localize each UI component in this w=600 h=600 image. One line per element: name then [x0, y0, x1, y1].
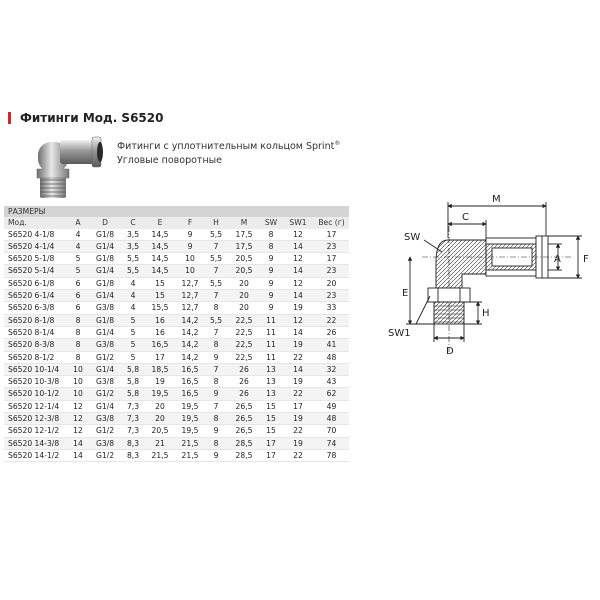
table-cell: 78 — [314, 449, 349, 461]
table-cell: 16,5 — [144, 339, 176, 351]
column-header: Мод. — [4, 217, 68, 228]
table-cell: 17 — [260, 437, 282, 449]
dim-label-f: F — [583, 254, 589, 265]
table-cell: S6520 5-1/8 — [4, 253, 68, 265]
table-row — [4, 351, 349, 363]
table-cell: G1/4 — [88, 290, 122, 302]
table-cell: 11 — [260, 314, 282, 326]
table-cell: 20 — [144, 413, 176, 425]
table-cell: 4 — [68, 229, 88, 241]
table-cell: 10 — [176, 265, 204, 277]
table-row — [4, 400, 349, 412]
table-cell: S6520 4-1/4 — [4, 240, 68, 252]
table-cell: 8 — [204, 413, 228, 425]
table-cell: 22,5 — [228, 351, 260, 363]
table-row — [4, 363, 349, 375]
column-header: SW1 — [282, 217, 314, 228]
table-cell: S6520 6-3/8 — [4, 302, 68, 314]
table-cell: 17 — [314, 229, 349, 241]
table-cell: 20 — [228, 277, 260, 289]
table-cell: 16,5 — [176, 376, 204, 388]
table-row — [4, 277, 349, 289]
column-header: SW — [260, 217, 282, 228]
table-cell: 28,5 — [228, 449, 260, 461]
table-cell: 5,8 — [122, 376, 144, 388]
table-cell: 26,5 — [228, 425, 260, 437]
table-cell: 5 — [122, 314, 144, 326]
table-cell: 19,5 — [144, 388, 176, 400]
column-header: M — [228, 217, 260, 228]
table-cell: 13 — [260, 363, 282, 375]
table-cell: 12,7 — [176, 277, 204, 289]
table-cell: G1/4 — [88, 363, 122, 375]
description-line-1: Фитинги с уплотнительным кольцом Sprint® — [117, 140, 341, 153]
table-row — [4, 449, 349, 461]
table-cell: G1/2 — [88, 351, 122, 363]
table-cell: 18,5 — [144, 363, 176, 375]
table-cell: 6 — [68, 277, 88, 289]
table-cell: 14,5 — [144, 229, 176, 241]
page-header — [8, 110, 408, 126]
column-header: A — [68, 217, 88, 228]
table-cell: G1/2 — [88, 425, 122, 437]
table-cell: 16,5 — [176, 363, 204, 375]
table-cell: G3/8 — [88, 376, 122, 388]
table-cell: 21,5 — [144, 449, 176, 461]
table-cell: 4 — [68, 240, 88, 252]
table-cell: 14,2 — [176, 351, 204, 363]
table-cell: 5,5 — [204, 253, 228, 265]
table-cell: 22 — [282, 351, 314, 363]
table-cell: S6520 12-1/2 — [4, 425, 68, 437]
table-row — [4, 376, 349, 388]
table-cell: 22,5 — [228, 314, 260, 326]
table-cell: 23 — [314, 290, 349, 302]
table-cell: G1/8 — [88, 229, 122, 241]
table-cell: 4 — [122, 290, 144, 302]
description-line-2: Угловые поворотные — [117, 155, 222, 167]
table-cell: 20,5 — [228, 265, 260, 277]
table-cell: 14 — [68, 437, 88, 449]
table-cell: 6 — [68, 302, 88, 314]
table-cell: 32 — [314, 363, 349, 375]
table-cell: 26 — [228, 363, 260, 375]
dim-label-m: M — [492, 194, 501, 205]
table-cell: 8 — [68, 326, 88, 338]
table-cell: S6520 12-1/4 — [4, 400, 68, 412]
table-row — [4, 265, 349, 277]
table-cell: G1/2 — [88, 449, 122, 461]
table-header-row — [4, 217, 349, 228]
table-cell: 15 — [144, 277, 176, 289]
table-cell: G1/2 — [88, 388, 122, 400]
table-cell: 8 — [260, 240, 282, 252]
table-cell: 16 — [144, 314, 176, 326]
table-cell: 11 — [260, 339, 282, 351]
table-cell: 8 — [260, 229, 282, 241]
table-cell: G1/4 — [88, 240, 122, 252]
table-cell: S6520 8-1/4 — [4, 326, 68, 338]
table-cell: 4 — [122, 277, 144, 289]
dim-label-d: D — [446, 346, 454, 357]
table-cell: 14,2 — [176, 339, 204, 351]
table-cell: 7 — [204, 240, 228, 252]
column-header: Вес (г) — [314, 217, 349, 228]
table-cell: 16,5 — [176, 388, 204, 400]
table-cell: G1/8 — [88, 253, 122, 265]
table-cell: 33 — [314, 302, 349, 314]
table-cell: S6520 12-3/8 — [4, 413, 68, 425]
table-cell: 8 — [68, 339, 88, 351]
table-cell: 14,2 — [176, 326, 204, 338]
table-cell: 7,3 — [122, 400, 144, 412]
table-cell: 7 — [204, 400, 228, 412]
table-cell: S6520 10-1/4 — [4, 363, 68, 375]
table-cell: 3,5 — [122, 240, 144, 252]
column-header: H — [204, 217, 228, 228]
table-cell: 22,5 — [228, 339, 260, 351]
table-cell: G3/8 — [88, 302, 122, 314]
table-cell: 5,5 — [204, 229, 228, 241]
table-cell: 9 — [260, 277, 282, 289]
table-cell: 19,5 — [176, 425, 204, 437]
table-cell: 19,5 — [176, 413, 204, 425]
table-cell: 10 — [176, 253, 204, 265]
table-cell: 15 — [260, 413, 282, 425]
table-section-row — [4, 206, 349, 217]
table-cell: 22 — [282, 388, 314, 400]
table-cell: 12 — [68, 425, 88, 437]
table-cell: 21 — [144, 437, 176, 449]
table-cell: 4 — [122, 302, 144, 314]
table-cell: 23 — [314, 240, 349, 252]
table-cell: 22 — [282, 425, 314, 437]
table-cell: 12,7 — [176, 290, 204, 302]
table-cell: 20 — [144, 400, 176, 412]
table-cell: 6 — [68, 290, 88, 302]
table-cell: 14,5 — [144, 253, 176, 265]
table-cell: 26 — [228, 376, 260, 388]
table-cell: G3/8 — [88, 437, 122, 449]
table-cell: G3/8 — [88, 413, 122, 425]
table-body — [4, 229, 349, 462]
table-cell: 22,5 — [228, 326, 260, 338]
table-cell: 12 — [68, 400, 88, 412]
table-cell: 9 — [260, 302, 282, 314]
table-cell: 49 — [314, 400, 349, 412]
table-cell: 8 — [204, 437, 228, 449]
table-cell: S6520 4-1/8 — [4, 229, 68, 241]
table-cell: 12 — [282, 277, 314, 289]
table-cell: G3/8 — [88, 339, 122, 351]
dim-label-c: C — [462, 212, 469, 223]
table-row — [4, 229, 349, 241]
table-row — [4, 425, 349, 437]
table-cell: 9 — [204, 351, 228, 363]
table-cell: 8 — [68, 351, 88, 363]
table-cell: 48 — [314, 351, 349, 363]
dimensions-table — [4, 206, 349, 462]
table-cell: 7 — [204, 265, 228, 277]
table-cell: S6520 8-1/2 — [4, 351, 68, 363]
column-header: E — [144, 217, 176, 228]
dim-label-sw1: SW1 — [388, 328, 411, 339]
table-row — [4, 314, 349, 326]
table-cell: 17 — [282, 400, 314, 412]
table-cell: 16 — [144, 326, 176, 338]
table-row — [4, 326, 349, 338]
table-row — [4, 388, 349, 400]
table-cell: S6520 8-1/8 — [4, 314, 68, 326]
table-cell: 17 — [260, 449, 282, 461]
table-cell: 19 — [282, 376, 314, 388]
table-cell: 13 — [260, 388, 282, 400]
table-cell: 20 — [228, 302, 260, 314]
table-cell: 8 — [204, 339, 228, 351]
table-cell: 13 — [260, 376, 282, 388]
table-cell: 12 — [68, 413, 88, 425]
table-cell: 10 — [68, 388, 88, 400]
table-row — [4, 302, 349, 314]
table-cell: 14,5 — [144, 240, 176, 252]
column-header: F — [176, 217, 204, 228]
table-row — [4, 290, 349, 302]
table-cell: 8 — [204, 376, 228, 388]
accent-bar — [8, 112, 11, 124]
table-cell: G1/4 — [88, 265, 122, 277]
table-cell: 15 — [260, 425, 282, 437]
column-header: D — [88, 217, 122, 228]
table-cell: 14 — [282, 363, 314, 375]
table-cell: 17,5 — [228, 229, 260, 241]
table-row — [4, 339, 349, 351]
table-cell: S6520 8-3/8 — [4, 339, 68, 351]
table-cell: 19,5 — [176, 400, 204, 412]
table-cell: 20 — [314, 277, 349, 289]
table-row — [4, 413, 349, 425]
dim-label-h: H — [482, 308, 490, 319]
table-cell: 12 — [282, 229, 314, 241]
table-cell: 15 — [144, 290, 176, 302]
table-cell: 19 — [282, 302, 314, 314]
table-cell: 14,5 — [144, 265, 176, 277]
table-cell: 7 — [204, 326, 228, 338]
table-cell: S6520 6-1/4 — [4, 290, 68, 302]
table-cell: G1/8 — [88, 314, 122, 326]
table-cell: 9 — [260, 253, 282, 265]
table-cell: 5,5 — [204, 314, 228, 326]
table-cell: 14 — [282, 326, 314, 338]
table-cell: 74 — [314, 437, 349, 449]
table-cell: 7 — [204, 290, 228, 302]
table-cell: 41 — [314, 339, 349, 351]
table-cell: 8,3 — [122, 449, 144, 461]
table-cell: 19 — [144, 376, 176, 388]
technical-drawing — [382, 192, 588, 364]
table-cell: 26,5 — [228, 400, 260, 412]
table-cell: 14 — [282, 240, 314, 252]
table-cell: S6520 6-1/8 — [4, 277, 68, 289]
table-cell: 26,5 — [228, 413, 260, 425]
table-cell: 17 — [314, 253, 349, 265]
dim-label-e: E — [402, 288, 409, 299]
table-cell: 11 — [260, 351, 282, 363]
table-cell: 19 — [282, 339, 314, 351]
table-cell: 20,5 — [144, 425, 176, 437]
table-cell: 9 — [260, 265, 282, 277]
table-cell: 14 — [282, 290, 314, 302]
table-row — [4, 437, 349, 449]
table-cell: 15,5 — [144, 302, 176, 314]
table-cell: 20,5 — [228, 253, 260, 265]
table-cell: S6520 10-1/2 — [4, 388, 68, 400]
table-cell: 14,2 — [176, 314, 204, 326]
table-cell: 5,8 — [122, 363, 144, 375]
page-title: Фитинги Мод. S6520 — [20, 111, 164, 125]
table-cell: 5 — [122, 326, 144, 338]
table-cell: 14 — [282, 265, 314, 277]
table-cell: 10 — [68, 363, 88, 375]
table-cell: 21,5 — [176, 449, 204, 461]
table-cell: 43 — [314, 376, 349, 388]
table-cell: 12,7 — [176, 302, 204, 314]
column-header: C — [122, 217, 144, 228]
table-cell: 19 — [282, 437, 314, 449]
dim-label-a: A — [554, 254, 561, 265]
table-cell: 9 — [204, 449, 228, 461]
fitting-photo — [20, 132, 110, 202]
table-cell: 5 — [122, 339, 144, 351]
table-cell: 26 — [314, 326, 349, 338]
table-cell: 17 — [144, 351, 176, 363]
table-cell: 11 — [260, 326, 282, 338]
table-row — [4, 253, 349, 265]
table-cell: 5,5 — [204, 277, 228, 289]
table-cell: 12 — [282, 314, 314, 326]
table-cell: 26 — [228, 388, 260, 400]
table-cell: 8 — [68, 314, 88, 326]
table-cell: 28,5 — [228, 437, 260, 449]
table-cell: 5,5 — [122, 253, 144, 265]
table-cell: 22 — [282, 449, 314, 461]
table-cell: 9 — [176, 240, 204, 252]
table-cell: 7,3 — [122, 425, 144, 437]
table-cell: S6520 5-1/4 — [4, 265, 68, 277]
table-cell: 5 — [68, 265, 88, 277]
table-cell: S6520 14-3/8 — [4, 437, 68, 449]
table-cell: 19 — [282, 413, 314, 425]
table-cell: 15 — [260, 400, 282, 412]
table-cell: 62 — [314, 388, 349, 400]
table-cell: 9 — [204, 425, 228, 437]
table-cell: 9 — [260, 290, 282, 302]
table-cell: 3,5 — [122, 229, 144, 241]
table-cell: 7 — [204, 363, 228, 375]
table-cell: 8,3 — [122, 437, 144, 449]
table-cell: 5 — [122, 351, 144, 363]
table-cell: 9 — [204, 388, 228, 400]
table-cell: 8 — [204, 302, 228, 314]
table-cell: 48 — [314, 413, 349, 425]
table-cell: 21,5 — [176, 437, 204, 449]
table-cell: G1/4 — [88, 326, 122, 338]
table-cell: 5,5 — [122, 265, 144, 277]
product-description — [117, 137, 340, 168]
table-cell: 17,5 — [228, 240, 260, 252]
table-cell: 5,8 — [122, 388, 144, 400]
table-cell: 23 — [314, 265, 349, 277]
table-cell: 9 — [176, 229, 204, 241]
table-row — [4, 240, 349, 252]
table-cell: G1/8 — [88, 277, 122, 289]
dim-label-sw: SW — [404, 232, 421, 243]
table-cell: S6520 10-3/8 — [4, 376, 68, 388]
table-cell: 7,3 — [122, 413, 144, 425]
section-label: РАЗМЕРЫ — [4, 206, 349, 217]
table-cell: 10 — [68, 376, 88, 388]
table-cell: 70 — [314, 425, 349, 437]
table-cell: G1/4 — [88, 400, 122, 412]
table-cell: 14 — [68, 449, 88, 461]
table-cell: 12 — [282, 253, 314, 265]
table-cell: 20 — [228, 290, 260, 302]
table-cell: S6520 14-1/2 — [4, 449, 68, 461]
table-cell: 5 — [68, 253, 88, 265]
table-cell: 22 — [314, 314, 349, 326]
